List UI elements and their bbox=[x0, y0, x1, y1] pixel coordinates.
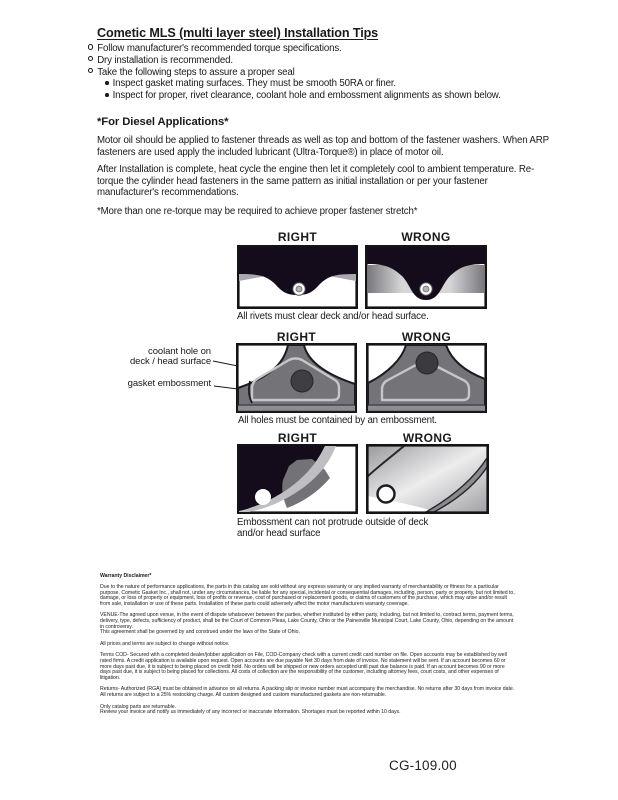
fig2-right-label: RIGHT bbox=[276, 330, 317, 344]
list-item bbox=[88, 67, 558, 79]
legal-paragraph: All prices and terms are subject to change without notice. bbox=[100, 640, 230, 647]
list-item bbox=[88, 78, 558, 90]
page-number: CG-109.00 bbox=[389, 758, 457, 773]
fig1-right-label: RIGHT bbox=[277, 230, 318, 244]
filled-bullet-marker bbox=[105, 81, 109, 85]
diesel-heading: *For Diesel Applications* bbox=[97, 116, 229, 128]
fig3-caption: Embossment can not protrude outside of deck and/or head surface bbox=[237, 517, 429, 539]
coolant-hole-label: coolant hole on deck / head surface bbox=[129, 346, 211, 367]
filled-bullet-marker bbox=[105, 93, 109, 97]
fig3-wrong-diagram bbox=[366, 444, 489, 514]
list-item bbox=[88, 55, 558, 67]
bullet-text: Take the following steps to assure a proper seal bbox=[97, 66, 295, 78]
open-bullet-marker bbox=[88, 44, 93, 49]
fig1-caption: All rivets must clear deck and/or head surface. bbox=[237, 311, 429, 322]
diesel-note: *More than one re-torque may be required to achieve proper fastener stretch* bbox=[97, 206, 418, 217]
fig3-right-label: RIGHT bbox=[277, 431, 318, 445]
fig3-right-diagram bbox=[237, 444, 358, 514]
fig1-right-diagram bbox=[237, 245, 358, 309]
diesel-paragraph-2: After Installation is complete, heat cycle the engine then let it completely cool to ambient temperature. Re-torque the cylinder head fasteners in the same pattern as initial installation or per your fastener manufacturer's recommendations. bbox=[97, 164, 535, 199]
fig3-wrong-label: WRONG bbox=[402, 431, 453, 445]
diesel-paragraph-1: Motor oil should be applied to fastener threads as well as top and bottom of the fastener washers. When ARP fasteners are used apply the included lubricant (Ultra-Torque®) in place of motor oil. bbox=[97, 135, 549, 158]
bullet-text: Dry installation is recommended. bbox=[97, 54, 233, 66]
fig2-right-diagram bbox=[236, 343, 357, 413]
tips-bullet-list bbox=[88, 43, 558, 102]
legal-paragraph: This agreement shall be governed by and construed under the laws of the State of Ohio. bbox=[100, 629, 300, 636]
fig2-caption: All holes must be contained by an embossment. bbox=[238, 415, 437, 426]
bullet-text: Follow manufacturer's recommended torque specifications. bbox=[97, 43, 342, 54]
legal-paragraph: VENUE-The agreed upon venue, in the event of dispute whatsoever between the parties, whether instituted by either party, including, but not limited to, contract terms, payment terms, delivery, type, defects, sufficiency of product, shall be the Court of Common Pleas, Lake County, Ohio or the Painesville Municipal Court, Lake County, Ohio, depending on the amount in controversy. bbox=[100, 612, 514, 630]
fig2-wrong-diagram bbox=[366, 343, 487, 413]
legal-paragraph: Only catalog parts are returnable. bbox=[100, 703, 176, 710]
list-item bbox=[88, 43, 558, 55]
legal-paragraph: Terms COD- Secured with a completed dealer/jobber application on File, COD-Company check with a current credit card number on file. Open accounts may be established by well rated firms. A credit application is available upon request. Open accounts are due payable Net 30 days from date of invoice. No statement will be sent. If an account becomes 60 or more days past due, it is subject to being placed on credit hold. No orders will be shipped or new orders accepted until past due balance is paid. If an account becomes 90 or more days past due, it is subject to being placed for collections. All costs of collection are the responsibility of the customer, including attorney fees, court costs, and other expenses of litigation. bbox=[100, 652, 507, 681]
open-bullet-marker bbox=[88, 56, 93, 61]
open-bullet-marker bbox=[88, 68, 93, 73]
bullet-text: Inspect for proper, rivet clearance, coolant hole and embossment alignments as shown below. bbox=[112, 90, 501, 102]
warranty-disclaimer-block bbox=[100, 574, 515, 722]
page-title: Cometic MLS (multi layer steel) Installation Tips bbox=[97, 26, 379, 40]
legal-heading: Warranty Disclaimer* bbox=[100, 573, 152, 579]
fig1-wrong-label: WRONG bbox=[401, 230, 451, 244]
fig2-wrong-label: WRONG bbox=[401, 330, 452, 344]
gasket-embossment-label: gasket embossment bbox=[127, 378, 211, 389]
legal-paragraph: Returns- Authorized (RGA) must be obtained in advance on all returns. A packing slip or invoice number must accompany the merchandise. No returns after 30 days from invoice date. All returns are subject to a 25% restocking charge. All custom designed and custom manufactured gaskets are non-returnable. bbox=[100, 686, 515, 698]
bullet-text: Inspect gasket mating surfaces. They must be smooth 50RA or finer. bbox=[112, 78, 396, 90]
legal-paragraph: Review your invoice and notify us immediately of any incorrect or inaccurate information. Shortages must be reported within 10 days. bbox=[100, 709, 401, 716]
fig1-wrong-diagram bbox=[365, 245, 487, 309]
legal-paragraph: Due to the nature of performance applications, the parts in this catalog are sold without any express warranty or any implied warranty of merchantability or fitness for a particular purpose. Cometic Gasket Inc., shall not, under any circumstances, be liable for any special, incidental or consequential damages, including, person, party or property, but not limited to, damage, or loss of property or equipment, loss of profits or revenue, cost of purchased or replacement goods, or claims of customers of the purchase, which may arise and/or result from sale, installation or use of these parts. Installation of these parts could adversely affect the motor manufacturers warranty coverage. bbox=[100, 584, 515, 607]
list-item bbox=[88, 90, 558, 102]
